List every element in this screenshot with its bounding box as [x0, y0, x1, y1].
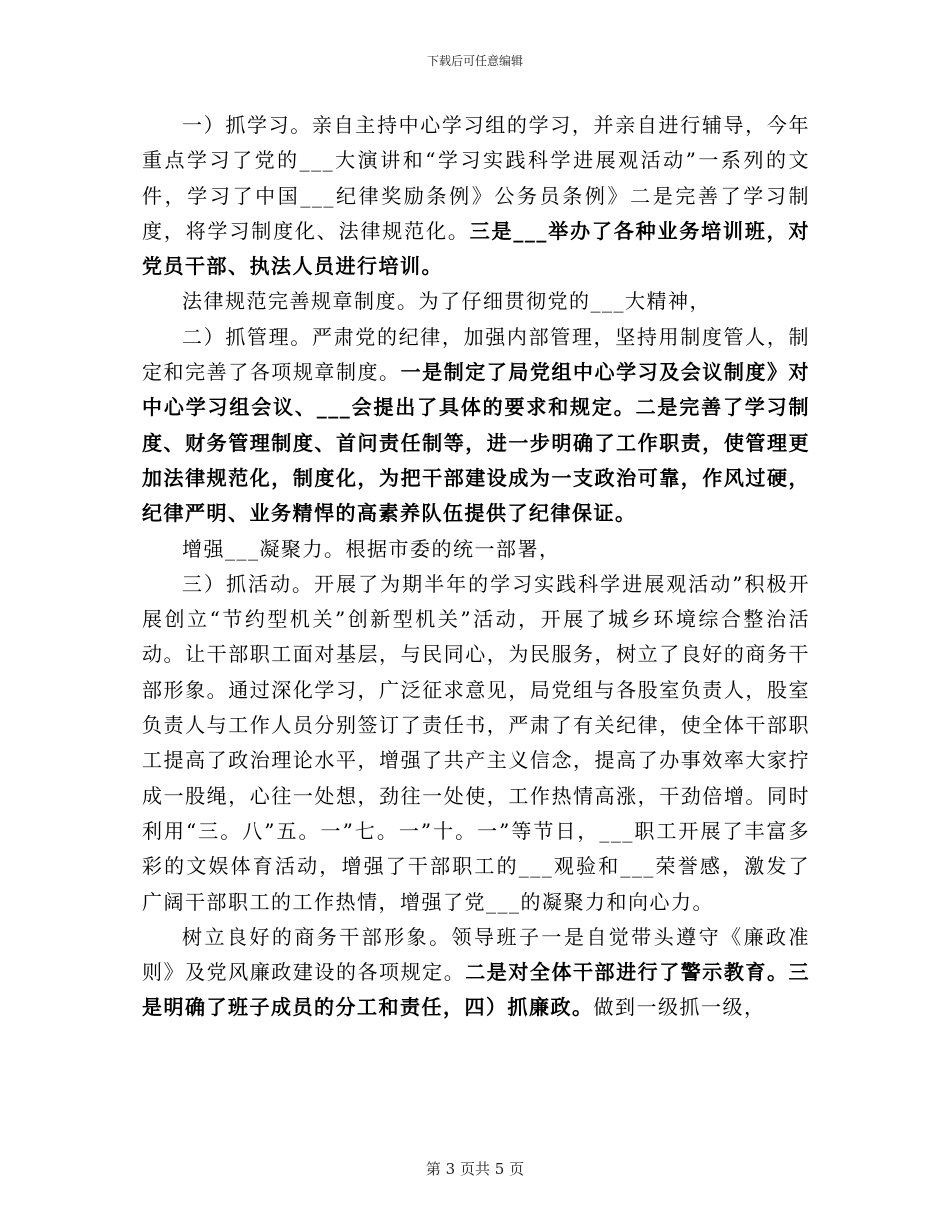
paragraph-integrity: [142, 920, 810, 1026]
paragraph-bold-text: 一是制定了局党组中心学习及会议制度》对中心学习组会议、___会提出了具体的要求和规定。二是完善了学习制度、财务管理制度、首问责任制等，进一步明确了工作职责，使管理更加法律规范化，制度化，为把干部建设成为一支政治可靠，作风过硬，纪律严明、业务精悍的高素养队伍提供了纪律保证。: [142, 360, 811, 526]
paragraph-cohesion: [142, 532, 810, 567]
document-body: [142, 108, 810, 1026]
paragraph-text: 树立良好的商务干部形象。领导班子一是自觉带头遵守《廉政准则》及党风廉政建设的各项规定。: [142, 924, 810, 985]
page-header: 下载后可任意编辑: [426, 54, 523, 68]
paragraph-text: 二）抓管理。严肃党的纪律，加强内部管理，坚持用制度管人，制定和完善了各项规章制度。: [142, 324, 810, 385]
paragraph-rules: [142, 284, 810, 319]
paragraph-text: 法律规范完善规章制度。为了仔细贯彻党的___大精神，: [182, 289, 711, 314]
paragraph-activities: [142, 567, 810, 920]
paragraph-text: 三）抓活动。开展了为期半年的学习实践科学进展观活动”积极开展创立“节约型机关”创新型机关”活动，开展了城乡环境综合整治活动。让干部职工面对基层，与民同心，为民服务，树立了良好的商务干部形象。通过深化学习，广泛征求意见，局党组与各股室负责人，股室负责人与工作人员分别签订了责任书，严肃了有关纪律，使全体干部职工提高了政治理论水平，增强了共产主义信念，提高了办事效率大家拧成一股绳，心往一处想，劲往一处使，工作热情高涨，干劲倍增。同时利用“三。八”五。一”七。一”十。一”等节日，___职工开展了丰富多彩的文娱体育活动，增强了干部职工的___观验和___荣誉感，激发了广阔干部职工的工作热情，增强了党___的凝聚力和向心力。: [142, 571, 810, 914]
paragraph-bold-text: 三是___举办了各种业务培训班，对党员干部、执法人员进行培训。: [142, 218, 811, 279]
page-footer: 第 3 页共 5 页: [425, 1160, 525, 1178]
paragraph-text: 增强___凝聚力。根据市委的统一部署，: [182, 536, 561, 561]
paragraph-text: 一）抓学习。亲自主持中心学习组的学习，并亲自进行辅导，今年重点学习了党的___大演讲和“学习实践科学进展观活动”一系列的文件，学习了中国___纪律奖励条例》公务员条例》二是完善了学习制度，将学习制度化、法律规范化。: [142, 113, 810, 243]
paragraph-management: [142, 320, 810, 532]
paragraph-study: [142, 108, 810, 284]
paragraph-bold-text: 二是对全体干部进行了警示教育。三是明确了班子成员的分工和责任，四）抓廉政。: [142, 960, 810, 1020]
paragraph-tail-text: 做到一级抓一级，: [593, 995, 766, 1020]
